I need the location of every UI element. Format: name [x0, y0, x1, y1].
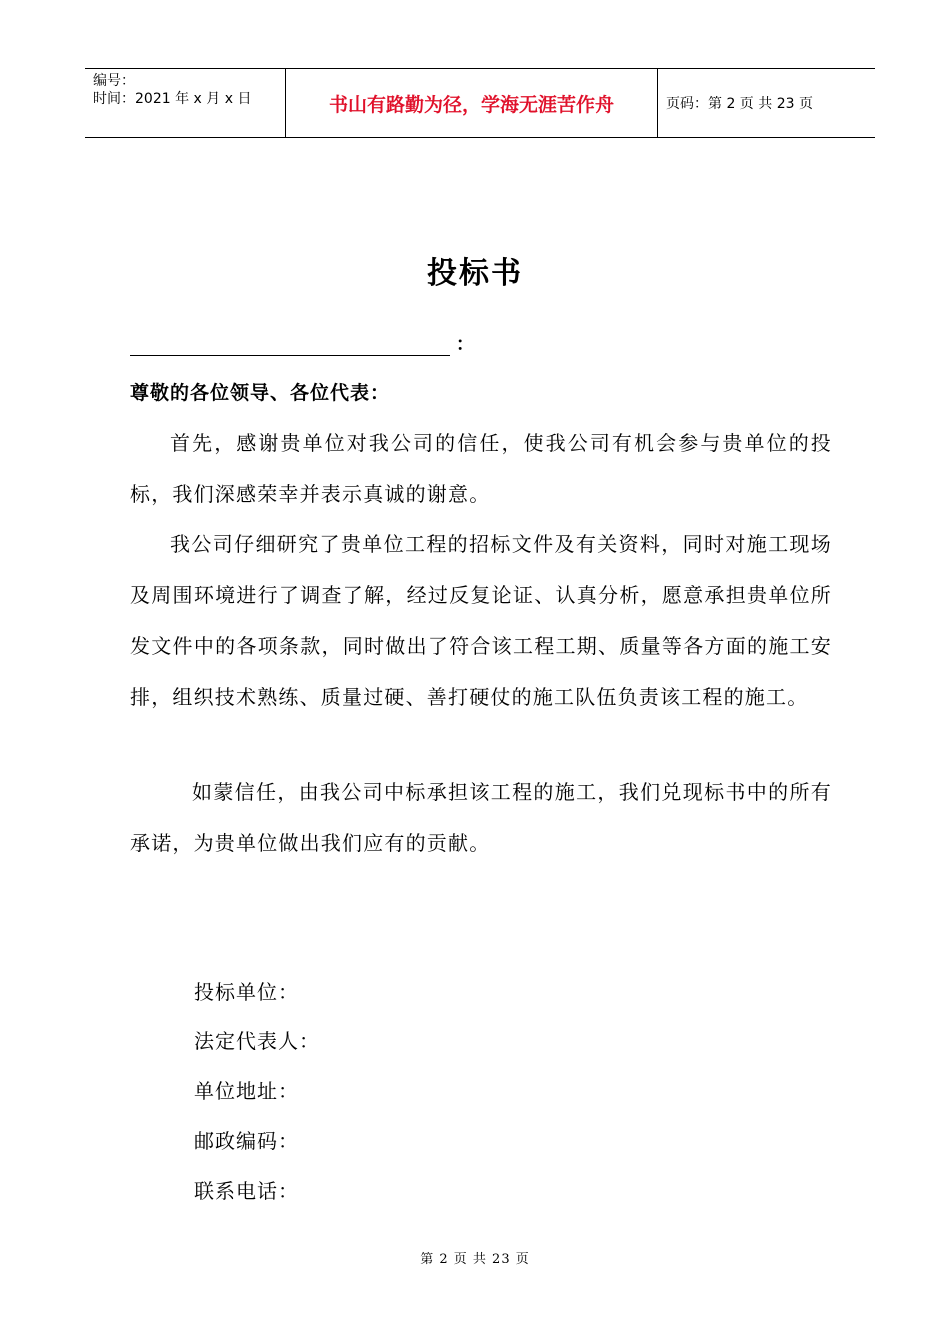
body-paragraph-2: 我公司仔细研究了贵单位工程的招标文件及有关资料，同时对施工现场及周围环境进行了调查了解，经过反复论证、认真分析，愿意承担贵单位所发文件中的各项条款，同时做出了符合该工程工期、质量等各方面的施工安排，组织技术熟练、质量过硬、善打硬仗的施工队伍负责该工程的施工。 — [130, 532, 832, 709]
header-page-info: 页码：第 2 页 共 23 页 — [666, 96, 813, 112]
info-postal-code: 邮政编码： — [194, 1129, 299, 1153]
time-label: 时间：2021 年 x 月 x 日 — [93, 91, 252, 107]
body-paragraph-3: 如蒙信任，由我公司中标承担该工程的施工，我们兑现标书中的所有承诺，为贵单位做出我们应有的贡献。 — [130, 780, 832, 855]
info-address: 单位地址： — [194, 1079, 299, 1103]
info-legal-representative: 法定代表人： — [194, 1029, 320, 1053]
serial-label: 编号： — [93, 73, 135, 89]
page-header — [85, 68, 875, 138]
addressee-blank — [130, 330, 474, 356]
info-phone: 联系电话： — [194, 1179, 299, 1203]
header-meta — [85, 69, 285, 137]
info-bidder: 投标单位： — [194, 980, 299, 1004]
salutation: 尊敬的各位领导、各位代表： — [130, 382, 391, 404]
header-motto: 书山有路勤为径，学海无涯苦作舟 — [285, 69, 658, 137]
body-paragraph-1: 首先，感谢贵单位对我公司的信任，使我公司有机会参与贵单位的投标，我们深感荣幸并表示真诚的谢意。 — [130, 431, 832, 506]
document-title: 投标书 — [427, 256, 523, 291]
addressee-colon: ： — [456, 334, 474, 355]
page-footer: 第 2 页 共 23 页 — [420, 1252, 530, 1267]
addressee-underline — [130, 333, 450, 356]
